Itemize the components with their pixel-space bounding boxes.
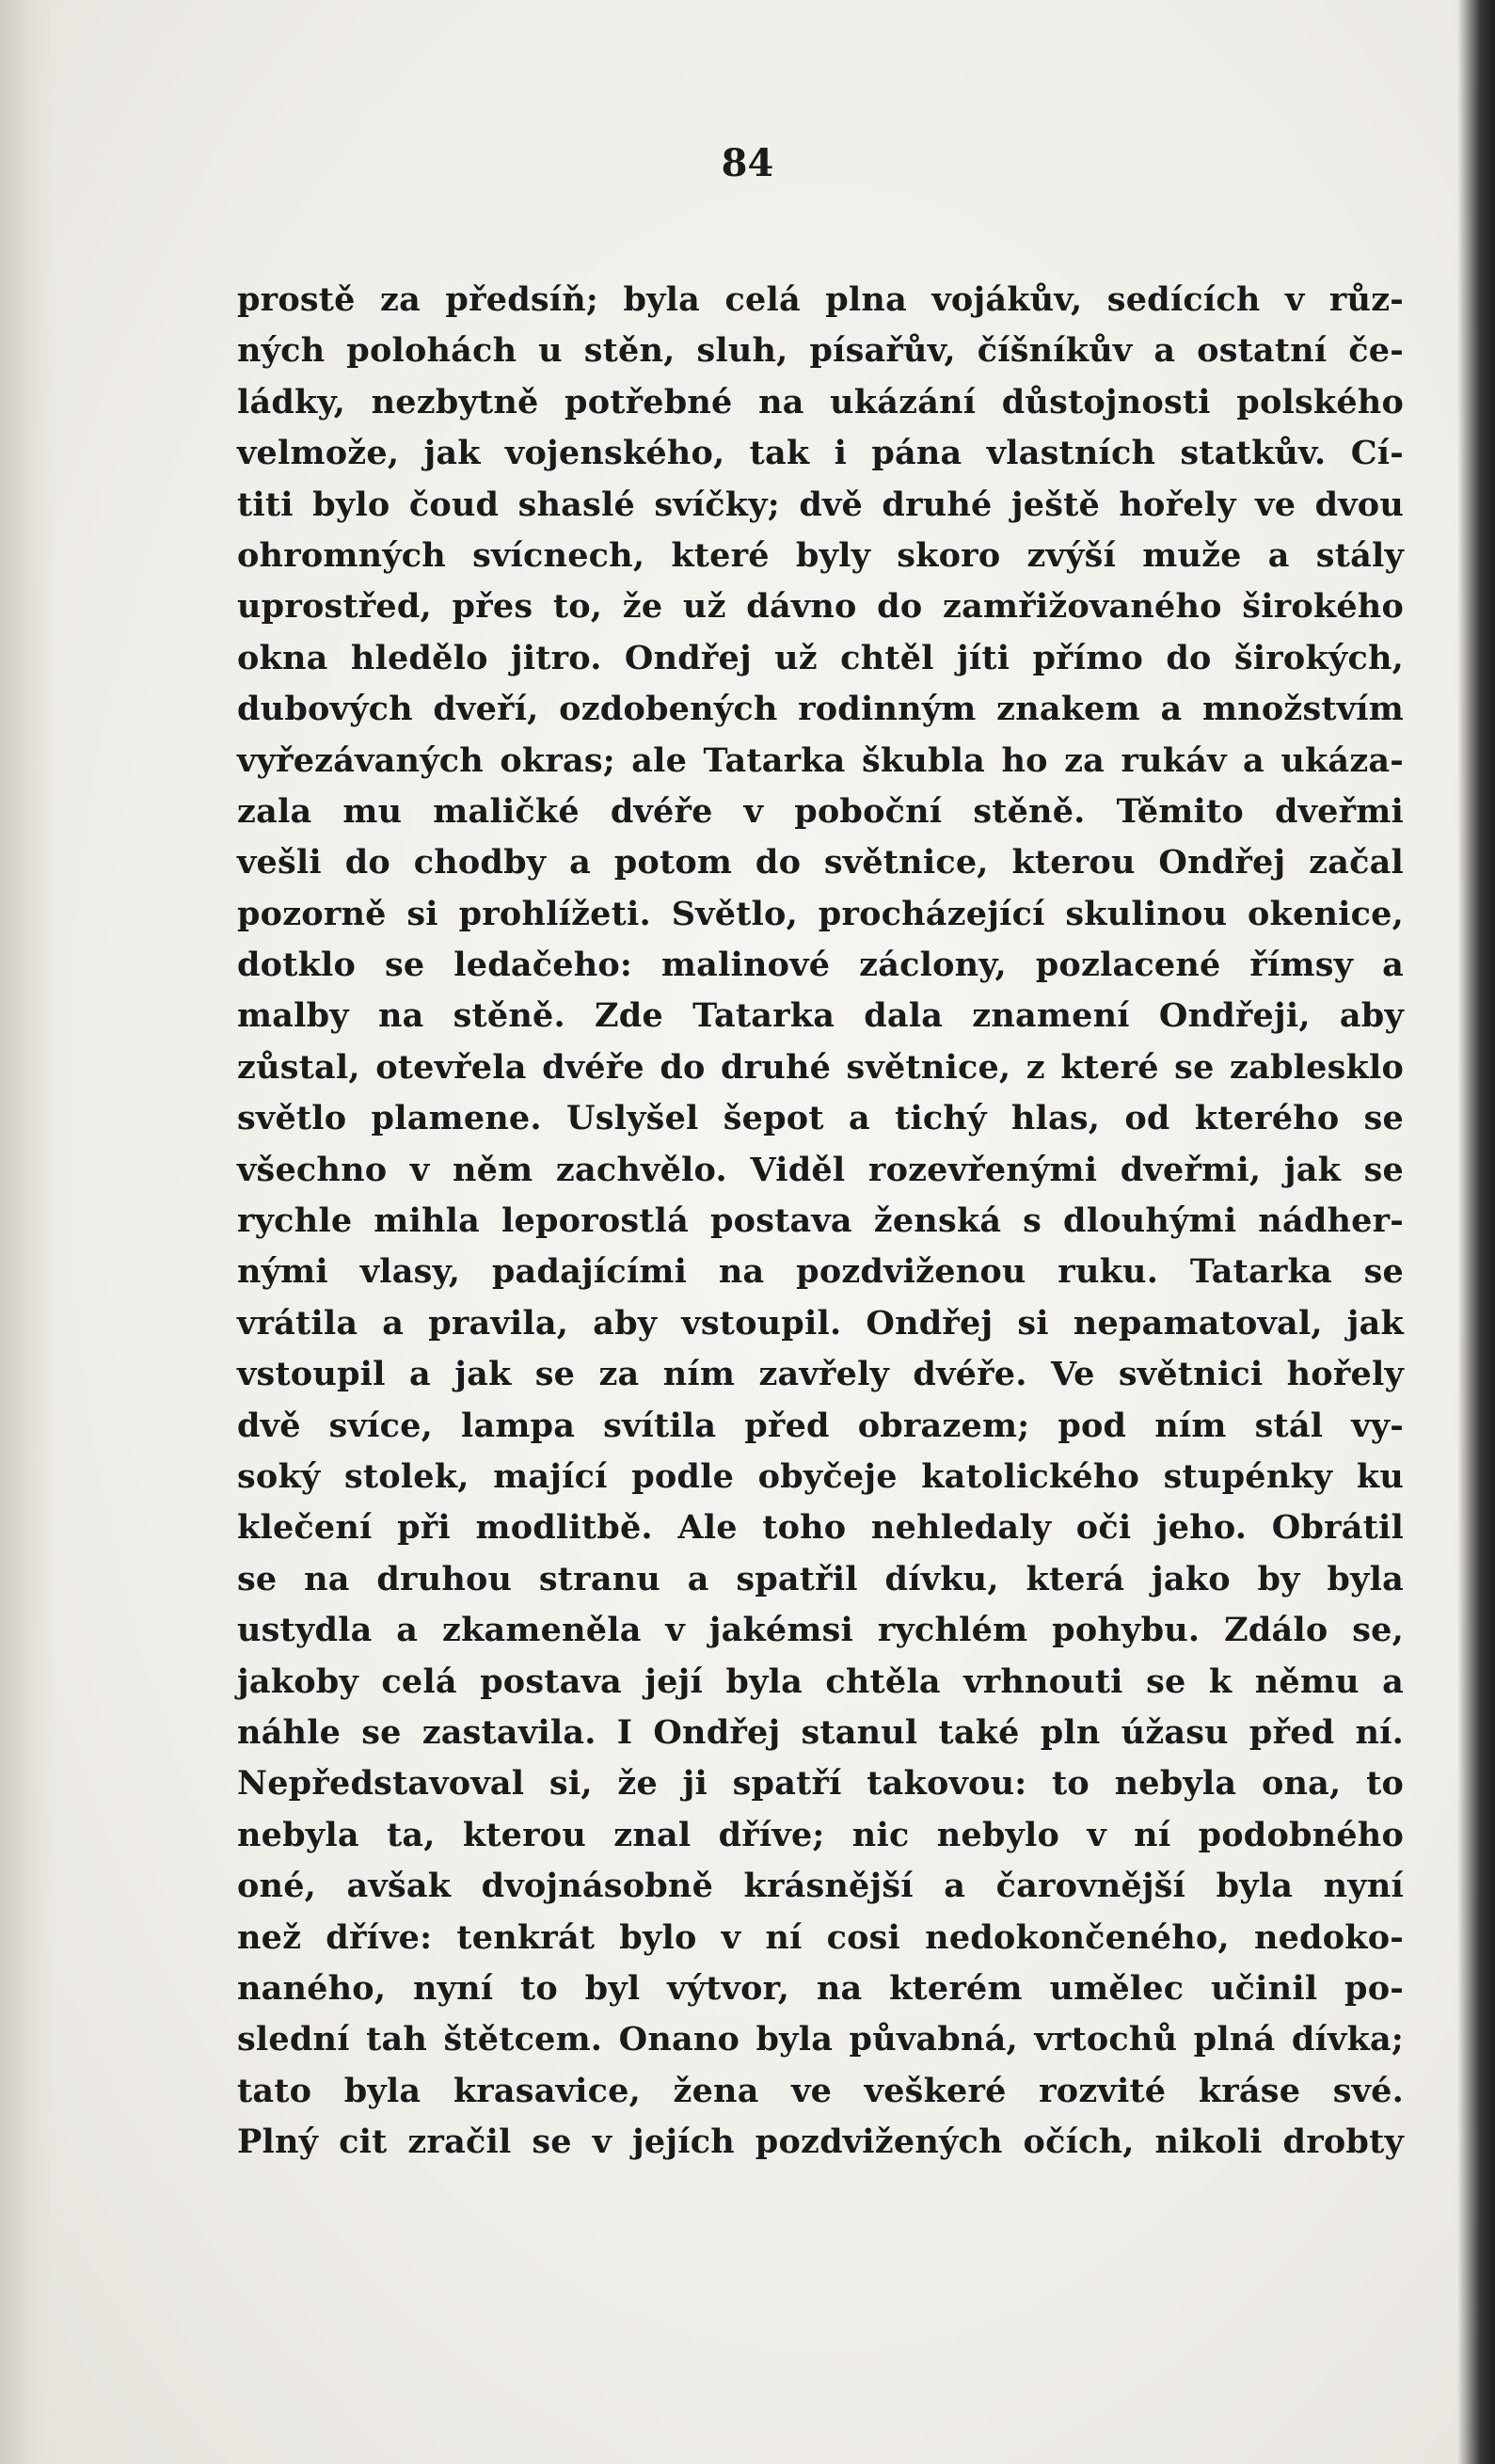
text-line: zůstal, otevřela dvéře do druhé světnice, z které se zablesklo — [237, 1047, 1404, 1087]
text-line: dubových dveří, ozdobených rodinným znakem a množstvím — [237, 690, 1404, 729]
text-line: zala mu maličké dvéře v poboční stěně. Těmito dveřmi — [237, 791, 1404, 831]
text-line: tato byla krasavice, žena ve veškeré rozvité kráse své. — [237, 2071, 1404, 2110]
text-line: ných polohách u stěn, sluh, písařův, číšníkův a ostatní če- — [237, 331, 1404, 371]
text-line: pozorně si prohlížeti. Světlo, procházející skulinou okenice, — [237, 894, 1404, 933]
page-shadow-right — [1457, 0, 1495, 2464]
text-line: se na druhou stranu a spatřil dívku, která jako by byla — [237, 1559, 1404, 1598]
text-line: rychle mihla leporostlá postava ženská s dlouhými nádher- — [237, 1201, 1404, 1241]
text-line: klečení při modlitbě. Ale toho nehledaly oči jeho. Obrátil — [237, 1508, 1404, 1548]
text-line: velmože, jak vojenského, tak i pána vlastních statkův. Cí- — [237, 434, 1404, 473]
text-line: náhle se zastavila. I Ondřej stanul také pln úžasu před ní. — [237, 1712, 1404, 1752]
text-line: malby na stěně. Zde Tatarka dala znamení Ondřeji, aby — [237, 996, 1404, 1036]
text-line: titi bylo čoud shaslé svíčky; dvě druhé ještě hořely ve dvou — [237, 485, 1404, 524]
text-line: oné, avšak dvojnásobně krásnější a čarovnější byla nyní — [237, 1867, 1404, 1906]
text-line: okna hledělo jitro. Ondřej už chtěl jíti přímo do širokých, — [237, 638, 1404, 677]
text-line: Plný cit zračil se v jejích pozdvižených očích, nikoli drobty — [237, 2122, 1404, 2162]
text-line: naného, nyní to byl výtvor, na kterém umělec učinil po- — [237, 1968, 1404, 2008]
text-line: vstoupil a jak se za ním zavřely dvéře. Ve světnici hořely — [237, 1355, 1404, 1394]
text-line: vešli do chodby a potom do světnice, kterou Ondřej začal — [237, 843, 1404, 882]
text-line: ohromných svícnech, které byly skoro zvýší muže a stály — [237, 535, 1404, 575]
text-line: světlo plamene. Uslyšel šepot a tichý hlas, od kterého se — [237, 1099, 1404, 1138]
text-line: soký stolek, mající podle obyčeje katolického stupénky ku — [237, 1456, 1404, 1496]
text-line: nými vlasy, padajícími na pozdviženou ruku. Tatarka se — [237, 1252, 1404, 1292]
text-line: všechno v něm zachvělo. Viděl rozevřenými dveřmi, jak se — [237, 1150, 1404, 1189]
text-line: ustydla a zkameněla v jakémsi rychlém pohybu. Zdálo se, — [237, 1611, 1404, 1650]
text-line: slední tah štětcem. Onano byla půvabná, vrtochů plná dívka; — [237, 2020, 1404, 2059]
text-line: prostě za předsíň; byla celá plna vojákův, sedících v růz- — [237, 280, 1404, 319]
page-number: 84 — [721, 141, 774, 185]
text-line: Nepředstavoval si, že ji spatří takovou: to nebyla ona, to — [237, 1764, 1404, 1804]
page-shadow-left — [0, 0, 56, 2464]
text-line: ládky, nezbytně potřebné na ukázání důstojnosti polského — [237, 382, 1404, 421]
text-line: uprostřed, přes to, že už dávno do zamřižovaného širokého — [237, 587, 1404, 627]
text-line: vyřezávaných okras; ale Tatarka škubla ho za rukáv a ukáza- — [237, 740, 1404, 780]
text-line: jakoby celá postava její byla chtěla vrhnouti se k němu a — [237, 1661, 1404, 1701]
text-line: vrátila a pravila, aby vstoupil. Ondřej si nepamatoval, jak — [237, 1303, 1404, 1343]
text-line: než dříve: tenkrát bylo v ní cosi nedokončeného, nedoko- — [237, 1917, 1404, 1957]
body-text — [237, 275, 1404, 2168]
text-line: dvě svíce, lampa svítila před obrazem; pod ním stál vy- — [237, 1406, 1404, 1445]
text-line: dotklo se ledačeho: malinové záclony, pozlacené římsy a — [237, 946, 1404, 985]
text-line: nebyla ta, kterou znal dříve; nic nebylo v ní podobného — [237, 1815, 1404, 1854]
